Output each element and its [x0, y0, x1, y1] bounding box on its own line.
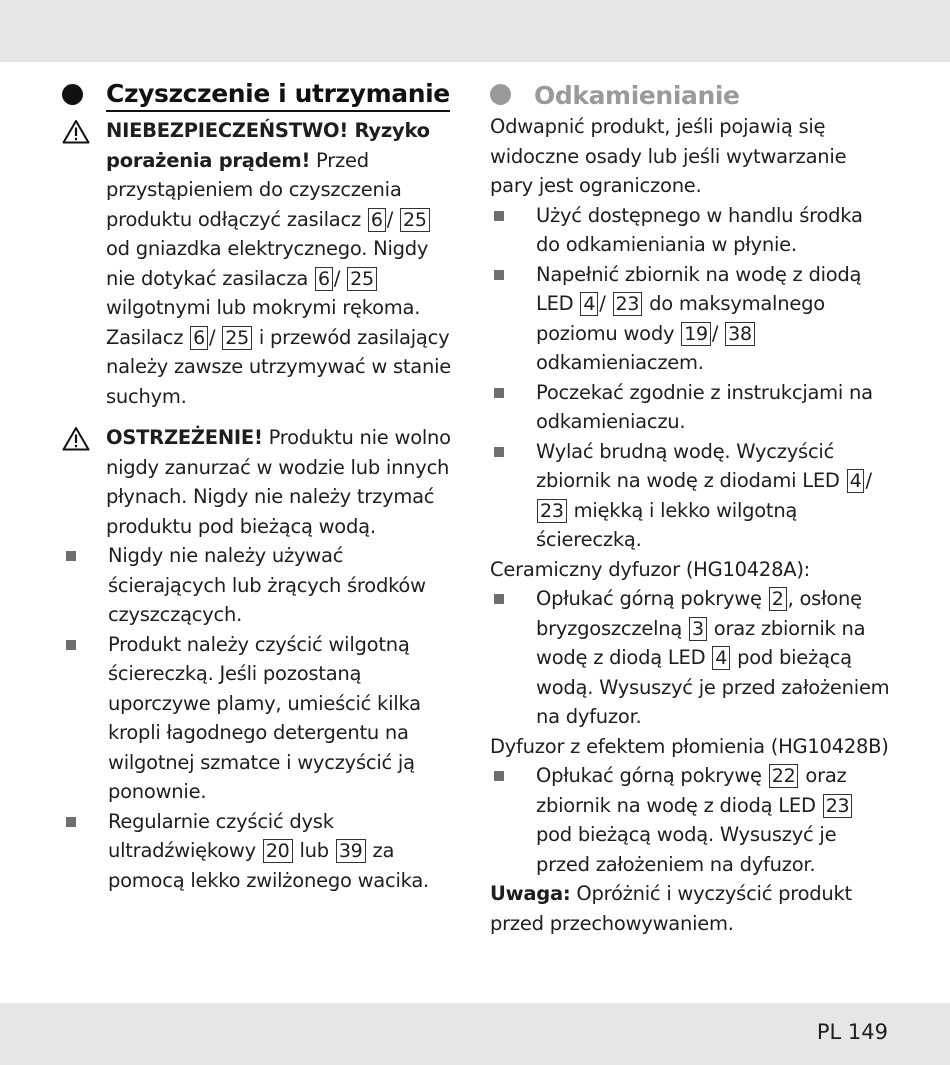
- ref-separator: /: [209, 325, 222, 349]
- part-ref: 2: [769, 587, 787, 611]
- note-paragraph: [490, 879, 890, 938]
- list-item-text: odkamieniaczem.: [536, 351, 704, 374]
- warning-label: OSTRZEŻENIE!: [106, 426, 263, 449]
- subheading-ceramic: Ceramiczny dyfuzor (HG10428A):: [490, 557, 811, 581]
- list-item-text: , osłonę bryzgoszczelną: [536, 587, 862, 640]
- ref-separator: /: [333, 266, 347, 290]
- note-label: Uwaga:: [490, 882, 571, 905]
- square-bullet-icon: [66, 551, 76, 561]
- list-item: [490, 201, 890, 260]
- intro-paragraph: Odwapnić produkt, jeśli pojawią się widoczne osady lub jeśli wytwarzanie pary jest ograniczone.: [490, 115, 847, 197]
- ref-separator: /: [865, 469, 872, 492]
- square-bullet-icon: [494, 211, 504, 221]
- bullet-dot-icon: [490, 84, 511, 105]
- part-ref: 20: [263, 839, 293, 863]
- ref-separator: /: [711, 321, 725, 345]
- part-ref: 6: [190, 326, 208, 350]
- warning-triangle-icon: [62, 119, 90, 144]
- heading-text: Odkamienianie: [534, 81, 740, 110]
- part-ref: 39: [336, 839, 366, 863]
- part-ref: 25: [347, 267, 377, 291]
- list-item-text: Opłukać górną pokrywę: [536, 764, 768, 787]
- list-item-text: Wylać brudną wodę. Wyczyścić zbiornik na wodę z diodami LED: [536, 439, 846, 492]
- square-bullet-icon: [66, 640, 76, 650]
- square-bullet-icon: [494, 270, 504, 280]
- part-ref: 25: [400, 208, 430, 232]
- danger-text: Przed przystąpieniem do czyszczenia produktu odłączyć zasilacz: [106, 148, 402, 231]
- list-item-text: oraz zbiornik na wodę z diodą LED: [536, 616, 866, 669]
- list-item-text: Użyć dostępnego w handlu środka do odkamieniania w płynie.: [536, 203, 863, 256]
- list-item-text: lub: [293, 839, 335, 862]
- danger-label: NIEBEZPIECZEŃSTWO! Ryzyko porażenia prądem!: [106, 119, 430, 172]
- part-ref: 4: [847, 469, 865, 493]
- part-ref: 25: [222, 326, 252, 350]
- part-ref: 6: [315, 267, 333, 291]
- bottom-band: [0, 1003, 950, 1065]
- list-item-text: pod bieżącą wodą. Wysuszyć je przed założeniem na dyfuzor.: [536, 646, 890, 728]
- warning-text: Produktu nie wolno nigdy zanurzać w wodzie lub innych płynach. Nigdy nie należy trzymać produktu pod bieżącą wodą.: [106, 426, 451, 538]
- danger-text: i przewód zasilający należy zawsze utrzymywać w stanie suchym.: [106, 325, 451, 408]
- ref-separator: /: [386, 207, 400, 231]
- part-ref: 6: [368, 208, 386, 232]
- warning-triangle-icon: [62, 426, 90, 451]
- heading-text: Czyszczenie i utrzymanie: [106, 78, 450, 112]
- part-ref: 4: [580, 292, 598, 316]
- left-column: [62, 78, 460, 895]
- list-item-text: do maksymalnego poziomu wody: [536, 292, 825, 345]
- danger-text: od gniazdka elektrycznego. Nigdy nie dotykać zasilacza: [106, 237, 429, 290]
- square-bullet-icon: [494, 388, 504, 398]
- square-bullet-icon: [494, 594, 504, 604]
- list-item-text: Poczekać zgodnie z instrukcjami na odkamieniaczu.: [536, 380, 873, 433]
- list-item-text: Opłukać górną pokrywę: [536, 587, 768, 610]
- square-bullet-icon: [494, 447, 504, 457]
- section-heading-cleaning: [62, 78, 460, 114]
- part-ref: 23: [613, 292, 643, 316]
- list-item: [490, 761, 890, 879]
- list-item-text: Regularnie czyścić dysk ultradźwiękowy: [108, 809, 334, 862]
- list-item: [62, 630, 460, 807]
- list-item-text: Napełnić zbiornik na wodę z diodą LED: [536, 262, 862, 315]
- list-item-text: Produkt należy czyścić wilgotną ściereczką. Jeśli pozostaną uporczywe plamy, umieścić kilka kropli łagodnego detergentu na wilgotnej szmatce i wyczyścić ją ponownie.: [108, 632, 421, 803]
- list-item: [62, 541, 460, 630]
- part-ref: 19: [681, 322, 711, 346]
- right-column: [490, 78, 890, 938]
- section-heading-descaling: [490, 78, 890, 112]
- ref-separator: /: [599, 292, 612, 315]
- list-item-text: oraz zbiornik na wodę z diodą LED: [536, 764, 847, 817]
- part-ref: 38: [725, 322, 755, 346]
- list-item: [490, 584, 890, 732]
- warning-notice: [62, 423, 460, 541]
- square-bullet-icon: [494, 771, 504, 781]
- danger-notice: [62, 116, 460, 411]
- page-number: PL 149: [816, 1020, 888, 1044]
- list-item-text: za pomocą lekko zwilżonego wacika.: [108, 839, 429, 892]
- list-item-text: pod bieżącą wodą. Wysuszyć je przed założeniem na dyfuzor.: [536, 823, 837, 876]
- list-item: [490, 260, 890, 378]
- danger-text: wilgotnymi lub mokrymi rękoma. Zasilacz: [106, 296, 421, 349]
- part-ref: 23: [823, 794, 853, 818]
- part-ref: 23: [537, 499, 567, 523]
- part-ref: 4: [712, 646, 730, 670]
- list-item: [62, 807, 460, 896]
- bullet-dot-icon: [62, 84, 83, 105]
- list-item-text: miękką i lekko wilgotną ściereczką.: [536, 498, 798, 551]
- list-item-text: Nigdy nie należy używać ścierających lub żrących środków czyszczących.: [108, 544, 426, 626]
- list-item: [490, 378, 890, 437]
- note-text: Opróżnić i wyczyścić produkt przed przechowywaniem.: [490, 882, 852, 935]
- part-ref: 22: [769, 764, 799, 788]
- top-band: [0, 0, 950, 62]
- square-bullet-icon: [66, 817, 76, 827]
- subheading-flame: Dyfuzor z efektem płomienia (HG10428B): [490, 734, 889, 758]
- part-ref: 3: [689, 617, 707, 641]
- list-item: [490, 437, 890, 555]
